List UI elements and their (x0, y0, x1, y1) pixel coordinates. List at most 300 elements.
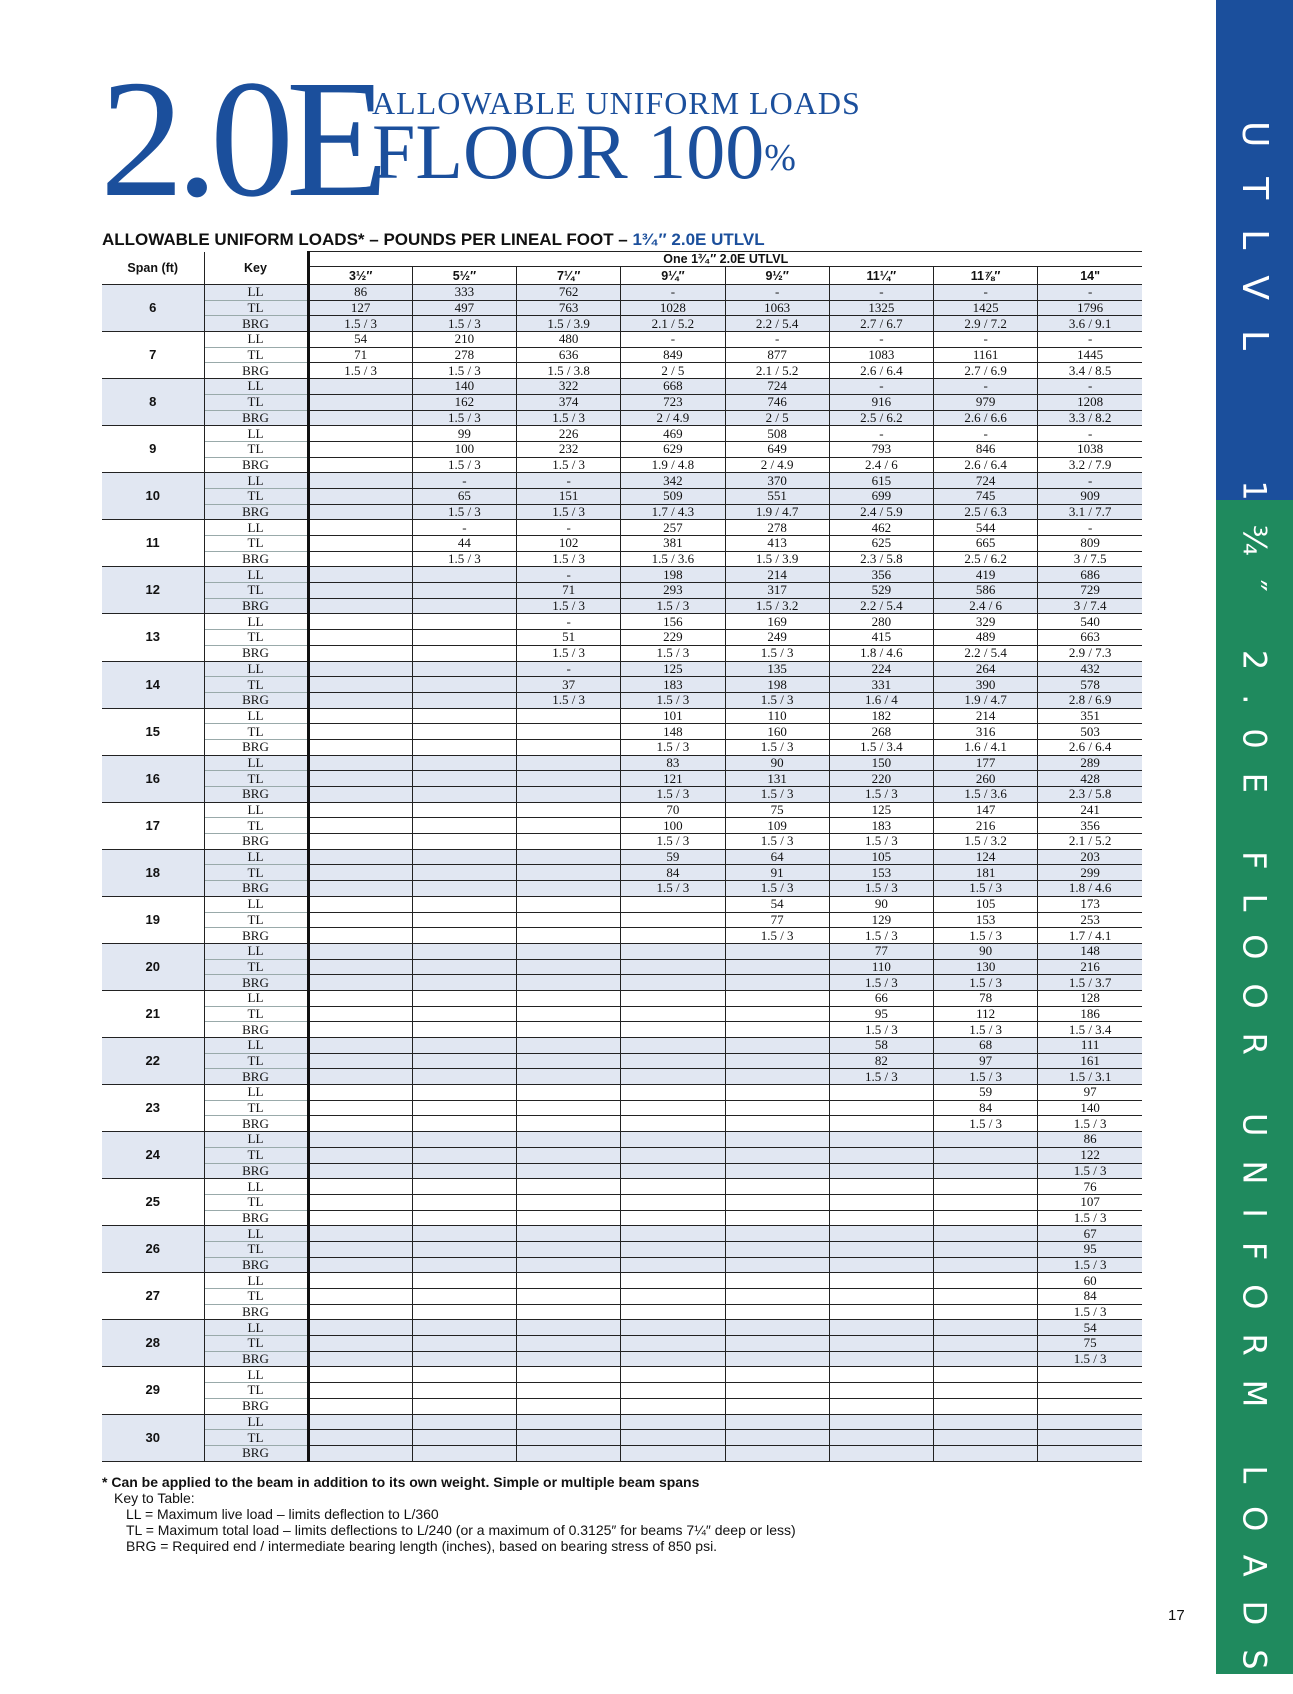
value-cell: 1.5 / 3 (725, 928, 829, 944)
value-cell: 3 / 7.4 (1038, 598, 1142, 614)
table-row (102, 394, 1142, 410)
value-cell (517, 865, 621, 881)
value-cell: 1.5 / 3 (1038, 1351, 1142, 1367)
span-cell: 13 (102, 614, 204, 661)
value-cell: 253 (1038, 912, 1142, 928)
value-cell: 260 (934, 771, 1038, 787)
value-cell: 2.5 / 6.3 (934, 504, 1038, 520)
table-row (102, 787, 1142, 803)
value-cell (1038, 1367, 1142, 1383)
value-cell: 1.5 / 3 (517, 645, 621, 661)
key-cell: LL (204, 1085, 308, 1101)
value-cell: 1.5 / 3 (725, 739, 829, 755)
span-cell: 20 (102, 943, 204, 990)
value-cell: - (621, 332, 725, 348)
side-band-top-label: UTLVL (1234, 120, 1275, 380)
value-cell: 723 (621, 394, 725, 410)
value-cell: 54 (725, 896, 829, 912)
value-cell (517, 1304, 621, 1320)
value-cell (934, 1226, 1038, 1242)
table-row (102, 1430, 1142, 1446)
value-cell (412, 1022, 516, 1038)
value-cell (517, 802, 621, 818)
value-cell (412, 990, 516, 1006)
value-cell: 97 (1038, 1085, 1142, 1101)
span-group (102, 1414, 1142, 1461)
span-group (102, 567, 1142, 614)
span-cell: 16 (102, 755, 204, 802)
span-cell: 7 (102, 332, 204, 379)
value-cell: - (517, 520, 621, 536)
value-cell (829, 1304, 933, 1320)
value-cell: 1.5 / 3.4 (829, 739, 933, 755)
value-cell (725, 990, 829, 1006)
value-cell (934, 1289, 1038, 1305)
value-cell: 1.5 / 3 (725, 881, 829, 897)
value-cell: 1.5 / 3 (1038, 1163, 1142, 1179)
value-cell: 156 (621, 614, 725, 630)
value-cell (308, 708, 412, 724)
value-cell (517, 849, 621, 865)
span-group (102, 1132, 1142, 1179)
value-cell: 1.8 / 4.6 (1038, 881, 1142, 897)
value-cell (517, 1147, 621, 1163)
value-cell: 220 (829, 771, 933, 787)
key-cell: LL (204, 426, 308, 442)
value-cell: 90 (725, 755, 829, 771)
value-cell: 1.5 / 3 (934, 881, 1038, 897)
value-cell (517, 1445, 621, 1461)
value-cell: 2.7 / 6.9 (934, 363, 1038, 379)
value-cell: 1.5 / 3 (517, 692, 621, 708)
value-cell (934, 1273, 1038, 1289)
key-cell: TL (204, 1053, 308, 1069)
value-cell (308, 881, 412, 897)
table-row (102, 692, 1142, 708)
key-cell: BRG (204, 834, 308, 850)
value-cell (725, 1163, 829, 1179)
value-cell: 151 (517, 488, 621, 504)
value-cell (517, 1241, 621, 1257)
value-cell: 1.5 / 3.9 (725, 551, 829, 567)
value-cell (308, 755, 412, 771)
value-cell (829, 1132, 933, 1148)
value-cell: 2.7 / 6.7 (829, 316, 933, 332)
value-cell (412, 1367, 516, 1383)
value-cell: 264 (934, 661, 1038, 677)
value-cell: 153 (829, 865, 933, 881)
value-cell: 724 (725, 379, 829, 395)
value-cell (517, 1179, 621, 1195)
table-row (102, 975, 1142, 991)
key-cell: LL (204, 567, 308, 583)
key-cell: BRG (204, 410, 308, 426)
value-cell (308, 394, 412, 410)
value-cell (412, 645, 516, 661)
span-group (102, 1226, 1142, 1273)
value-cell: 1.9 / 4.8 (621, 457, 725, 473)
key-cell: LL (204, 990, 308, 1006)
value-cell: 551 (725, 488, 829, 504)
value-cell: 2.5 / 6.2 (934, 551, 1038, 567)
span-cell: 8 (102, 379, 204, 426)
value-cell (308, 1163, 412, 1179)
value-cell: 76 (1038, 1179, 1142, 1195)
value-cell (934, 1210, 1038, 1226)
value-cell (621, 1367, 725, 1383)
value-cell (725, 1257, 829, 1273)
value-cell: 316 (934, 724, 1038, 740)
value-cell (621, 1210, 725, 1226)
value-cell (308, 1116, 412, 1132)
span-group (102, 849, 1142, 896)
value-cell (308, 1383, 412, 1399)
value-cell (934, 1430, 1038, 1446)
value-cell (308, 1320, 412, 1336)
value-cell (725, 1445, 829, 1461)
value-cell (412, 614, 516, 630)
value-cell (725, 1179, 829, 1195)
value-cell (621, 959, 725, 975)
value-cell: 95 (829, 1006, 933, 1022)
value-cell: 86 (1038, 1132, 1142, 1148)
value-cell (517, 959, 621, 975)
value-cell (934, 1147, 1038, 1163)
value-cell: 578 (1038, 677, 1142, 693)
value-cell: 110 (829, 959, 933, 975)
value-cell: 746 (725, 394, 829, 410)
value-cell: 229 (621, 630, 725, 646)
column-header: 11¼″ (829, 267, 933, 285)
value-cell: 2.3 / 5.8 (1038, 787, 1142, 803)
value-cell (725, 943, 829, 959)
subtitle-top: ALLOWABLE UNIFORM LOADS (372, 85, 861, 121)
value-cell (621, 1336, 725, 1352)
key-cell: TL (204, 1289, 308, 1305)
value-cell (308, 551, 412, 567)
value-cell (517, 739, 621, 755)
value-cell: 198 (621, 567, 725, 583)
value-cell: 109 (725, 818, 829, 834)
value-cell (621, 1320, 725, 1336)
footnote-ll: LL = Maximum live load – limits deflection to L/360 (126, 1506, 439, 1522)
table-row (102, 410, 1142, 426)
value-cell (517, 896, 621, 912)
value-cell (517, 1132, 621, 1148)
table-row (102, 912, 1142, 928)
value-cell (829, 1320, 933, 1336)
value-cell: 2.4 / 6 (829, 457, 933, 473)
value-cell: - (1038, 520, 1142, 536)
value-cell (621, 1022, 725, 1038)
value-cell: 586 (934, 583, 1038, 599)
value-cell: - (829, 285, 933, 301)
value-cell (308, 1038, 412, 1054)
value-cell: - (934, 426, 1038, 442)
value-cell: 198 (725, 677, 829, 693)
value-cell: 181 (934, 865, 1038, 881)
span-cell: 28 (102, 1320, 204, 1367)
key-cell: BRG (204, 504, 308, 520)
value-cell (829, 1430, 933, 1446)
value-cell: 177 (934, 755, 1038, 771)
value-cell (517, 1069, 621, 1085)
span-cell: 24 (102, 1132, 204, 1179)
value-cell (934, 1304, 1038, 1320)
value-cell (829, 1289, 933, 1305)
value-cell (621, 1430, 725, 1446)
value-cell (308, 865, 412, 881)
value-cell: 503 (1038, 724, 1142, 740)
value-cell (412, 583, 516, 599)
value-cell: 1.5 / 3 (308, 316, 412, 332)
value-cell: 232 (517, 441, 621, 457)
value-cell (517, 1398, 621, 1414)
value-cell (621, 1351, 725, 1367)
key-cell: LL (204, 1414, 308, 1430)
value-cell (517, 1053, 621, 1069)
value-cell: 1.7 / 4.3 (621, 504, 725, 520)
value-cell (1038, 1398, 1142, 1414)
table-row (102, 300, 1142, 316)
value-cell (517, 1414, 621, 1430)
value-cell: 71 (308, 347, 412, 363)
value-cell: 809 (1038, 536, 1142, 552)
table-row (102, 332, 1142, 348)
table-row (102, 661, 1142, 677)
table-row (102, 1320, 1142, 1336)
value-cell: 68 (934, 1038, 1038, 1054)
key-cell: BRG (204, 1116, 308, 1132)
value-cell (829, 1226, 933, 1242)
value-cell: 82 (829, 1053, 933, 1069)
span-group (102, 1179, 1142, 1226)
value-cell (725, 1304, 829, 1320)
value-cell (308, 724, 412, 740)
value-cell (621, 1053, 725, 1069)
value-cell: 1.5 / 3 (829, 1022, 933, 1038)
table-row (102, 1147, 1142, 1163)
table-row (102, 1226, 1142, 1242)
span-group (102, 379, 1142, 426)
value-cell: 1083 (829, 347, 933, 363)
span-group (102, 473, 1142, 520)
value-cell (934, 1241, 1038, 1257)
value-cell: 1.5 / 3 (517, 457, 621, 473)
value-cell: - (934, 379, 1038, 395)
value-cell (725, 1194, 829, 1210)
value-cell: 544 (934, 520, 1038, 536)
value-cell: 216 (1038, 959, 1142, 975)
table-row (102, 614, 1142, 630)
value-cell (621, 1194, 725, 1210)
value-cell (829, 1194, 933, 1210)
value-cell: 1.5 / 3 (934, 1022, 1038, 1038)
key-cell: LL (204, 1179, 308, 1195)
value-cell: 3.4 / 8.5 (1038, 363, 1142, 379)
value-cell (934, 1398, 1038, 1414)
value-cell (308, 677, 412, 693)
value-cell: 3.6 / 9.1 (1038, 316, 1142, 332)
value-cell (412, 975, 516, 991)
span-cell: 6 (102, 285, 204, 332)
value-cell (412, 943, 516, 959)
value-cell (829, 1085, 933, 1101)
value-cell (829, 1163, 933, 1179)
value-cell: 1.5 / 3 (1038, 1304, 1142, 1320)
value-cell: 1.5 / 3 (308, 363, 412, 379)
table-row (102, 536, 1142, 552)
value-cell (621, 1038, 725, 1054)
key-cell: TL (204, 724, 308, 740)
value-cell (725, 1320, 829, 1336)
table-row (102, 1163, 1142, 1179)
value-cell (308, 488, 412, 504)
value-cell: 419 (934, 567, 1038, 583)
span-group (102, 426, 1142, 473)
value-cell: 2.1 / 5.2 (725, 363, 829, 379)
value-cell (308, 520, 412, 536)
key-cell: LL (204, 661, 308, 677)
key-cell: TL (204, 1336, 308, 1352)
value-cell (412, 1414, 516, 1430)
value-cell (412, 1430, 516, 1446)
value-cell: 1.6 / 4 (829, 692, 933, 708)
key-cell: BRG (204, 1398, 308, 1414)
percent-sign: % (764, 137, 796, 179)
value-cell (829, 1116, 933, 1132)
table-row (102, 1273, 1142, 1289)
value-cell: - (1038, 379, 1142, 395)
value-cell: 278 (412, 347, 516, 363)
value-cell: 1.5 / 3 (621, 598, 725, 614)
value-cell: - (829, 379, 933, 395)
span-group (102, 1085, 1142, 1132)
key-header: Key (204, 252, 308, 285)
value-cell (517, 1351, 621, 1367)
value-cell (308, 504, 412, 520)
value-cell: 686 (1038, 567, 1142, 583)
table-row (102, 928, 1142, 944)
value-cell: 1.5 / 3.8 (517, 363, 621, 379)
value-cell (621, 1147, 725, 1163)
value-cell: 1.5 / 3 (725, 787, 829, 803)
value-cell: 2.8 / 6.9 (1038, 692, 1142, 708)
value-cell (412, 1289, 516, 1305)
value-cell: 37 (517, 677, 621, 693)
value-cell: 1.5 / 3 (621, 739, 725, 755)
value-cell (412, 677, 516, 693)
value-cell (308, 441, 412, 457)
value-cell (725, 1085, 829, 1101)
value-cell (725, 1100, 829, 1116)
value-cell: 1.5 / 3 (934, 975, 1038, 991)
value-cell: 1.5 / 3 (412, 410, 516, 426)
value-cell (517, 771, 621, 787)
value-cell: 3 / 7.5 (1038, 551, 1142, 567)
value-cell: 1.5 / 3 (725, 645, 829, 661)
value-cell (308, 1100, 412, 1116)
value-cell (725, 1038, 829, 1054)
value-cell (308, 614, 412, 630)
value-cell: 161 (1038, 1053, 1142, 1069)
value-cell: - (412, 473, 516, 489)
value-cell: 278 (725, 520, 829, 536)
value-cell (412, 1147, 516, 1163)
value-cell (829, 1351, 933, 1367)
value-cell: 299 (1038, 865, 1142, 881)
value-cell: 745 (934, 488, 1038, 504)
value-cell (308, 990, 412, 1006)
key-cell: LL (204, 896, 308, 912)
table-row (102, 1085, 1142, 1101)
key-cell: BRG (204, 1210, 308, 1226)
span-group (102, 755, 1142, 802)
value-cell: 127 (308, 300, 412, 316)
key-cell: LL (204, 285, 308, 301)
table-row (102, 363, 1142, 379)
value-cell (621, 1304, 725, 1320)
value-cell: 2.4 / 5.9 (829, 504, 933, 520)
value-cell (517, 912, 621, 928)
value-cell: 1.5 / 3.2 (934, 834, 1038, 850)
key-cell: TL (204, 1100, 308, 1116)
key-cell: TL (204, 1383, 308, 1399)
value-cell (829, 1179, 933, 1195)
value-cell: 2.5 / 6.2 (829, 410, 933, 426)
value-cell (725, 959, 829, 975)
table-row (102, 473, 1142, 489)
footnote-brg: BRG = Required end / intermediate bearing length (inches), based on bearing stress of 850 psi. (126, 1538, 718, 1554)
value-cell: - (517, 567, 621, 583)
value-cell: 877 (725, 347, 829, 363)
value-cell (621, 1069, 725, 1085)
value-cell: 169 (725, 614, 829, 630)
value-cell: 1.5 / 3 (517, 410, 621, 426)
value-cell (308, 1085, 412, 1101)
value-cell (517, 1006, 621, 1022)
value-cell: 135 (725, 661, 829, 677)
value-cell: 1796 (1038, 300, 1142, 316)
value-cell (621, 1116, 725, 1132)
value-cell: 1.5 / 3 (829, 881, 933, 897)
value-cell: 1.5 / 3 (725, 692, 829, 708)
value-cell (517, 787, 621, 803)
value-cell (412, 802, 516, 818)
value-cell: 214 (725, 567, 829, 583)
value-cell: 1.5 / 3 (1038, 1210, 1142, 1226)
value-cell (412, 928, 516, 944)
value-cell (412, 849, 516, 865)
value-cell (308, 426, 412, 442)
value-cell (412, 896, 516, 912)
value-cell (412, 739, 516, 755)
value-cell: 1.5 / 3 (412, 504, 516, 520)
value-cell (934, 1194, 1038, 1210)
key-cell: LL (204, 379, 308, 395)
value-cell: 125 (829, 802, 933, 818)
value-cell: - (1038, 285, 1142, 301)
column-header: 9½″ (725, 267, 829, 285)
value-cell (308, 598, 412, 614)
value-cell: 2.9 / 7.2 (934, 316, 1038, 332)
value-cell (829, 1414, 933, 1430)
value-cell: 625 (829, 536, 933, 552)
value-cell: 1.5 / 3 (934, 1116, 1038, 1132)
table-row (102, 1241, 1142, 1257)
value-cell (829, 1273, 933, 1289)
value-cell (621, 975, 725, 991)
